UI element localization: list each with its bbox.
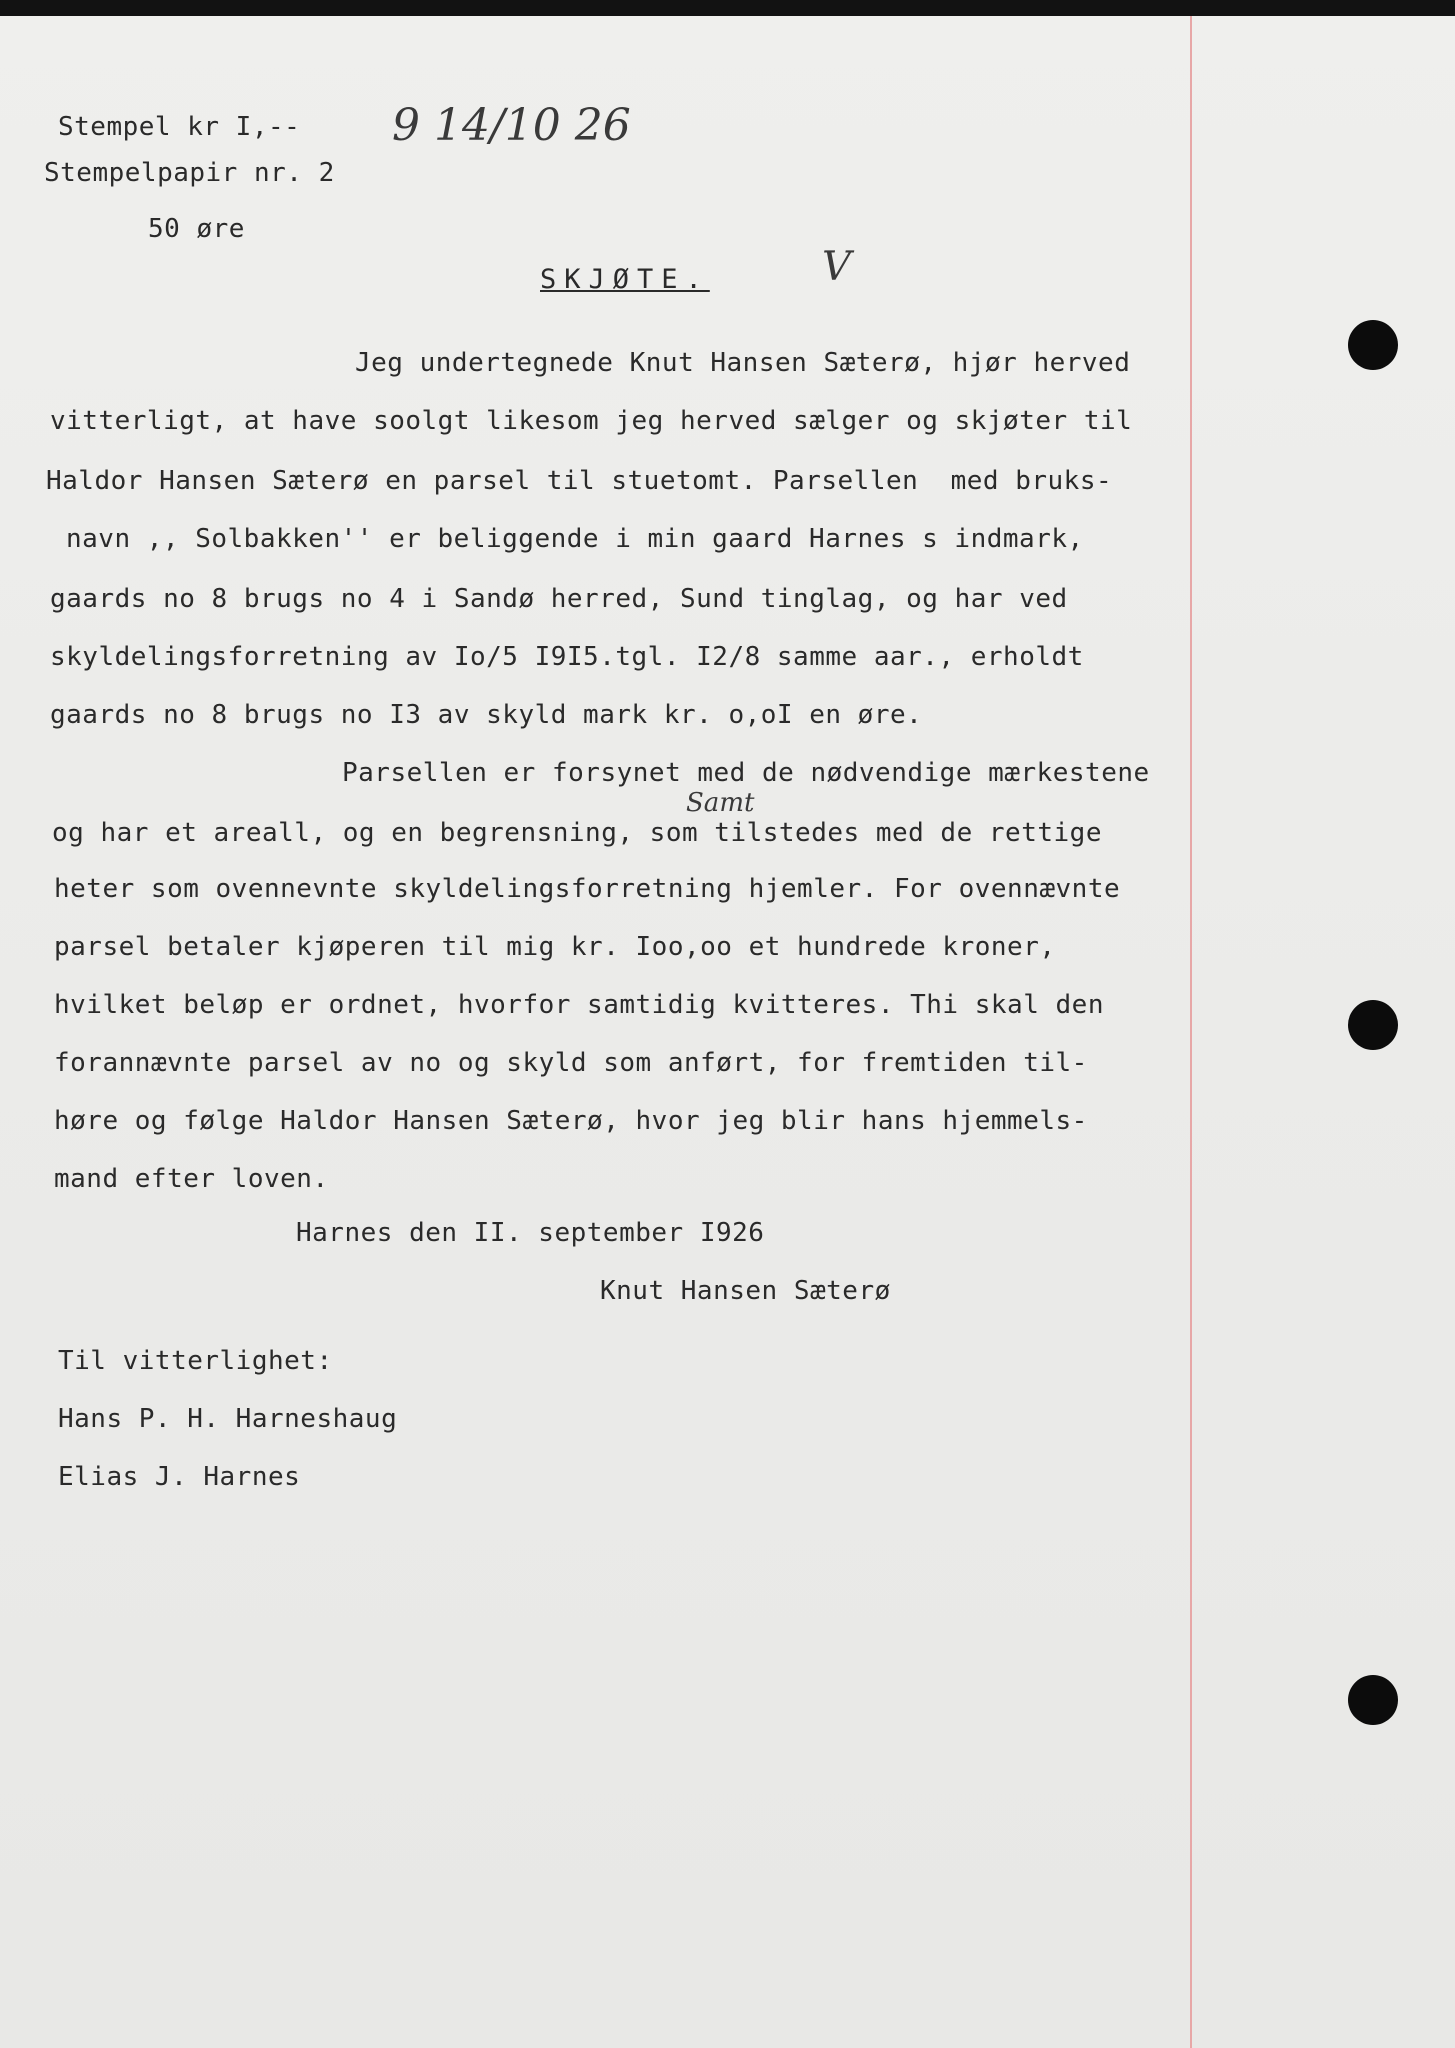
body-line-11: parsel betaler kjøperen til mig kr. Ioo,oo et hundrede kroner,: [54, 932, 1056, 962]
body-line-10: heter som ovennevnte skyldelingsforretning hjemler. For ovennævnte: [54, 874, 1121, 904]
check-mark: V: [822, 244, 851, 290]
body-line-2: vitterligt, at have soolgt likesom jeg herved sælger og skjøter til: [50, 406, 1133, 436]
body-line-7: gaards no 8 brugs no I3 av skyld mark kr. o,oI en øre.: [50, 700, 923, 730]
body-line-15: mand efter loven.: [54, 1164, 329, 1194]
place-date: Harnes den II. september I926: [296, 1218, 765, 1248]
body-line-14: høre og følge Haldor Hansen Sæterø, hvor jeg blir hans hjemmels-: [54, 1106, 1088, 1136]
body-line-3: Haldor Hansen Sæterø en parsel til stuetomt. Parsellen med bruks-: [46, 466, 1113, 496]
handwritten-correction: Samt: [686, 788, 755, 818]
margin-rule: [1190, 16, 1192, 2048]
body-line-6: skyldelingsforretning av Io/5 I9I5.tgl. I2/8 samme aar., erholdt: [50, 642, 1084, 672]
signature: Knut Hansen Sæterø: [600, 1276, 891, 1306]
body-line-8: Parsellen er forsynet med de nødvendige mærkestene: [342, 758, 1150, 788]
stamp-paper-line: Stempelpapir nr. 2: [44, 158, 335, 188]
witness-2: Elias J. Harnes: [58, 1462, 301, 1492]
body-line-4: navn ,, Solbakken'' er beliggende i min gaard Harnes s indmark,: [66, 524, 1084, 554]
body-line-13: forannævnte parsel av no og skyld som anført, for fremtiden til-: [54, 1048, 1088, 1078]
punch-hole-middle: [1348, 1000, 1398, 1050]
body-line-12: hvilket beløp er ordnet, hvorfor samtidig kvitteres. Thi skal den: [54, 990, 1104, 1020]
document-title: SKJØTE.: [540, 264, 710, 295]
witness-1: Hans P. H. Harneshaug: [58, 1404, 398, 1434]
body-line-1: Jeg undertegnede Knut Hansen Sæterø, hjør herved: [355, 348, 1131, 378]
handwritten-reference: 9 14/10 26: [392, 100, 631, 151]
scan-top-edge: [0, 0, 1455, 16]
body-line-5: gaards no 8 brugs no 4 i Sandø herred, Sund tinglag, og har ved: [50, 584, 1068, 614]
punch-hole-top: [1348, 320, 1398, 370]
stamp-line: Stempel kr I,--: [58, 112, 301, 142]
body-line-9: og har et areall, og en begrensning, som tilstedes med de rettige: [52, 818, 1102, 848]
witness-heading: Til vitterlighet:: [58, 1346, 333, 1376]
punch-hole-bottom: [1348, 1675, 1398, 1725]
price-line: 50 øre: [148, 214, 245, 244]
